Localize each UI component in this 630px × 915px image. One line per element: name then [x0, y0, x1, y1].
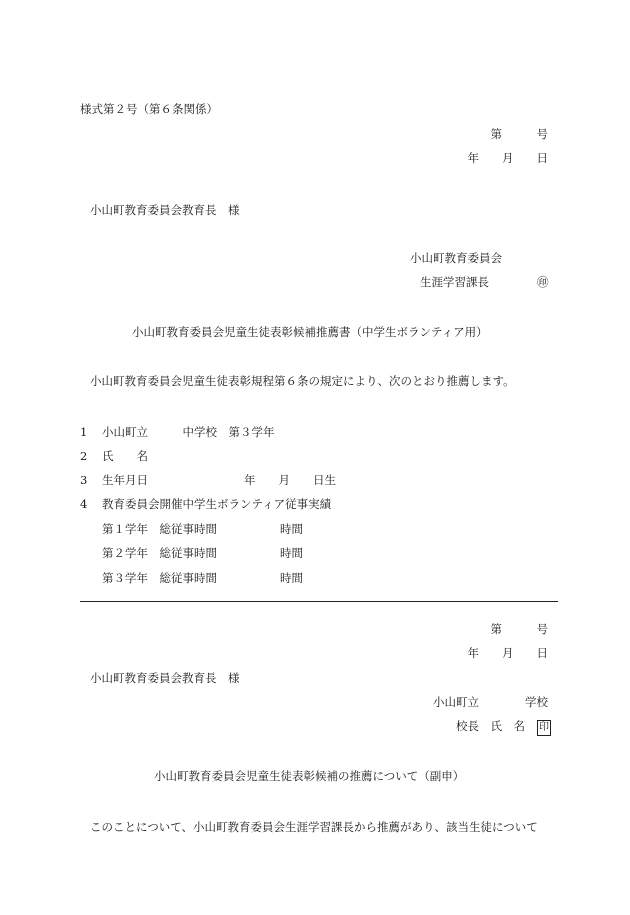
intro-text: 小山町教育委員会児童生徒表彰規程第６条の規定により、次のとおり推薦します。: [90, 374, 515, 388]
item-number: 4: [80, 497, 88, 511]
seal-box: 印: [537, 720, 551, 736]
reply-number: 第 号: [490, 622, 548, 636]
section-divider: [80, 601, 558, 602]
item-school: 小山町立 中学校 第３学年: [102, 425, 275, 439]
hours-unit: 時間: [280, 522, 303, 536]
hours-unit: 時間: [280, 571, 303, 585]
reply-date: 年 月 日: [467, 646, 548, 660]
hours-grade-1: 第１学年 総従事時間: [102, 522, 217, 536]
seal-icon: ㊞: [537, 275, 549, 289]
reply-addressee: 小山町教育委員会教育長 様: [90, 671, 240, 685]
addressee: 小山町教育委員会教育長 様: [90, 203, 240, 217]
sender-title: 生涯学習課長: [420, 275, 489, 289]
item-volunteer-record: 教育委員会開催中学生ボランティア従事実績: [102, 497, 332, 511]
document-date: 年 月 日: [467, 151, 548, 165]
document-title: 小山町教育委員会児童生徒表彰候補推薦書（中学生ボランティア用）: [132, 325, 488, 339]
reply-body: このことについて、小山町教育委員会生涯学習課長から推薦があり、該当生徒について: [90, 820, 538, 834]
hours-unit: 時間: [280, 546, 303, 560]
document-number: 第 号: [490, 127, 548, 141]
birthdate-fields: 年 月 日生: [244, 473, 336, 487]
form-label: 様式第２号（第６条関係）: [80, 102, 218, 116]
item-number: 2: [80, 449, 88, 463]
hours-grade-3: 第３学年 総従事時間: [102, 571, 217, 585]
item-birthdate: 生年月日: [102, 473, 148, 487]
item-number: 1: [80, 425, 88, 439]
item-name: 氏 名: [102, 449, 148, 463]
hours-grade-2: 第２学年 総従事時間: [102, 546, 217, 560]
item-number: 3: [80, 473, 88, 487]
reply-title: 小山町教育委員会児童生徒表彰候補の推薦について（副申）: [154, 769, 465, 783]
reply-principal: 校長 氏 名: [456, 719, 525, 733]
sender-organization: 小山町教育委員会: [410, 251, 502, 265]
reply-school: 小山町立 学校: [433, 695, 548, 709]
